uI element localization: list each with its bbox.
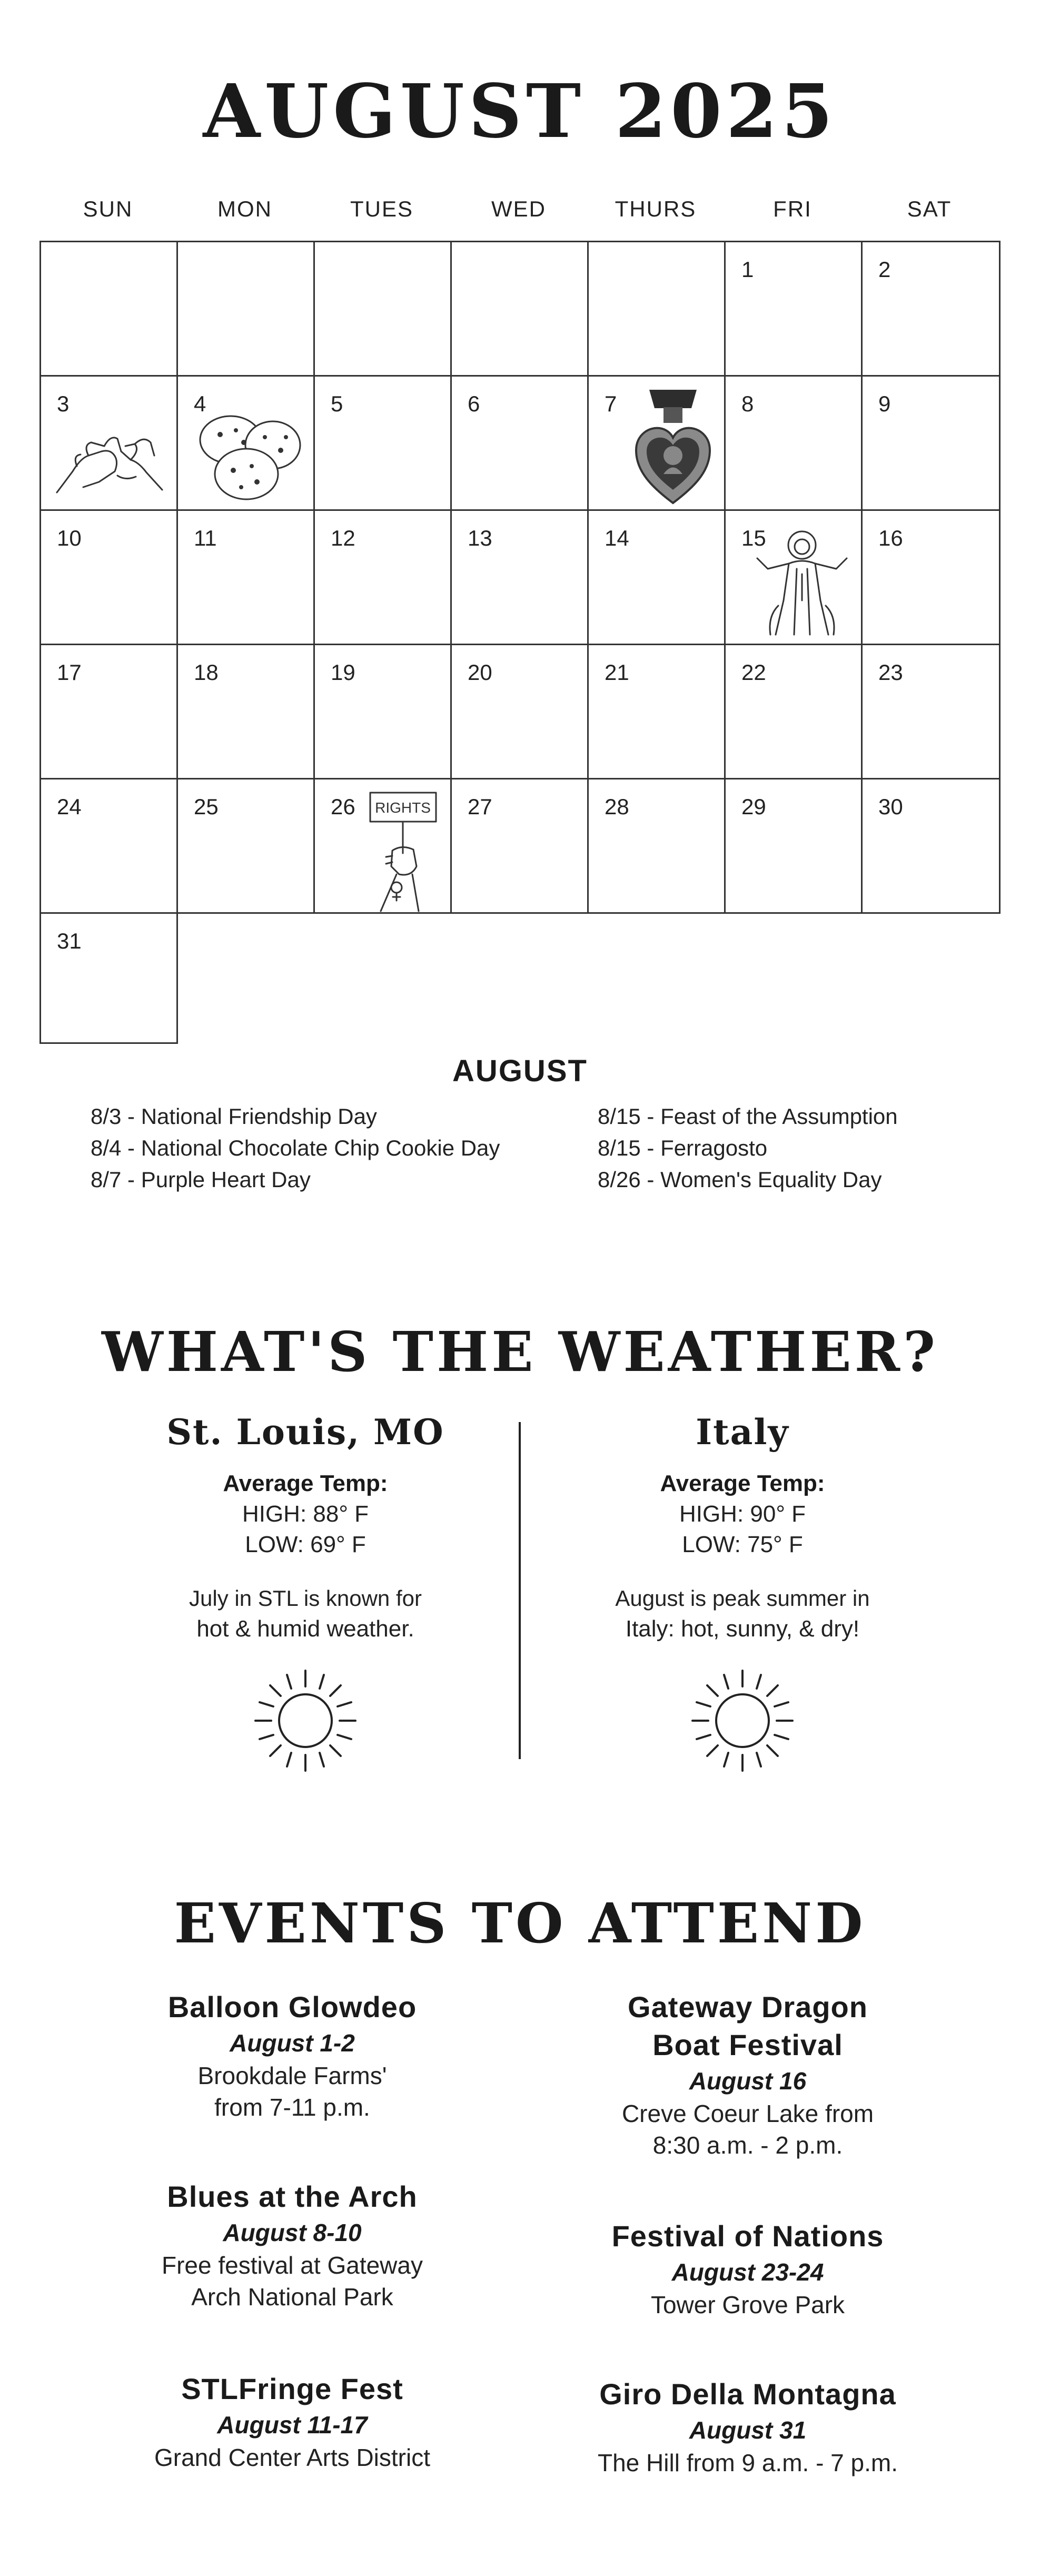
day-number: 11 xyxy=(194,526,217,550)
holiday-item: 8/15 - Ferragosto xyxy=(598,1136,768,1160)
weekday-sat: SAT xyxy=(907,196,952,221)
day-number: 27 xyxy=(468,794,492,819)
holidays-title: AUGUST xyxy=(452,1054,588,1088)
calendar-cell-day-5 xyxy=(313,375,452,511)
event-balloon-glowdeo xyxy=(55,1988,529,2123)
events-title: EVENTS TO ATTEND xyxy=(174,1891,866,1956)
event-date: August 31 xyxy=(689,2416,807,2444)
day-number: 9 xyxy=(878,391,891,416)
calendar-title: AUGUST 2025 xyxy=(203,68,837,155)
event-name: Gateway Dragon xyxy=(628,1990,868,2024)
sun-icon xyxy=(687,1665,798,1776)
rights-sign-icon xyxy=(360,787,444,914)
calendar-cell-day-9 xyxy=(861,375,1001,511)
calendar-cell-day-14 xyxy=(587,509,726,645)
weather-label: Average Temp: xyxy=(223,1470,388,1496)
calendar-cell-day-8 xyxy=(724,375,863,511)
day-number: 13 xyxy=(468,526,492,550)
calendar-cell-day-4 xyxy=(176,375,315,511)
event-desc: Brookdale Farms' xyxy=(197,2062,387,2089)
calendar-cell-day-20 xyxy=(450,644,589,779)
purple-heart-medal-icon xyxy=(631,387,715,508)
weather-desc-line2: hot & humid weather. xyxy=(196,1616,414,1642)
calendar-cell-day-25 xyxy=(176,778,315,914)
day-number: 1 xyxy=(741,257,754,282)
event-desc: Grand Center Arts District xyxy=(154,2444,431,2471)
weekday-wed: WED xyxy=(491,196,546,221)
calendar-cell-day-11 xyxy=(176,509,315,645)
day-number: 19 xyxy=(331,660,355,685)
sun-icon xyxy=(250,1665,361,1776)
day-number: 3 xyxy=(57,391,70,416)
weather-label: Average Temp: xyxy=(660,1470,825,1496)
event-desc: Free festival at Gateway xyxy=(162,2252,423,2279)
calendar-cell-day-12 xyxy=(313,509,452,645)
day-number: 6 xyxy=(468,391,480,416)
day-number: 20 xyxy=(468,660,492,685)
weather-high: HIGH: 88° F xyxy=(242,1501,369,1527)
weekday-fri: FRI xyxy=(773,196,812,221)
weather-italy xyxy=(532,1412,953,1776)
day-number: 4 xyxy=(194,391,206,416)
event-date: August 1-2 xyxy=(230,2029,355,2057)
event-desc: Arch National Park xyxy=(191,2283,393,2311)
weather-city: St. Louis, MO xyxy=(166,1412,444,1453)
calendar-cell-empty xyxy=(176,241,315,377)
day-number: 25 xyxy=(194,794,219,819)
calendar-cell-day-6 xyxy=(450,375,589,511)
holidays-list-right xyxy=(598,1101,898,1196)
weather-desc-line1: July in STL is known for xyxy=(189,1586,422,1611)
calendar-cell-day-21 xyxy=(587,644,726,779)
weather-city: Italy xyxy=(696,1412,789,1453)
event-desc: Creve Coeur Lake from xyxy=(621,2100,874,2127)
calendar-cell-day-29 xyxy=(724,778,863,914)
calendar-cell-day-26 xyxy=(313,778,452,914)
weather-stl xyxy=(95,1412,516,1776)
event-blues-at-the-arch xyxy=(55,2178,529,2313)
calendar-cell-day-1 xyxy=(724,241,863,377)
day-number: 7 xyxy=(605,391,617,416)
event-name: Blues at the Arch xyxy=(167,2180,418,2213)
weather-desc-line1: August is peak summer in xyxy=(615,1586,870,1611)
event-desc: The Hill from 9 a.m. - 7 p.m. xyxy=(597,2449,898,2476)
calendar-cell-day-3 xyxy=(39,375,178,511)
day-number: 5 xyxy=(331,391,343,416)
calendar-cell-day-23 xyxy=(861,644,1001,779)
weather-title: WHAT'S THE WEATHER? xyxy=(101,1319,939,1384)
holiday-item: 8/4 - National Chocolate Chip Cookie Day xyxy=(91,1136,500,1160)
calendar-cell-day-16 xyxy=(861,509,1001,645)
weather-high: HIGH: 90° F xyxy=(679,1501,806,1527)
event-name: Festival of Nations xyxy=(611,2219,884,2253)
rights-sign-text: RIGHTS xyxy=(375,800,431,816)
holiday-item: 8/7 - Purple Heart Day xyxy=(91,1167,311,1192)
event-date: August 8-10 xyxy=(223,2219,362,2246)
day-number: 2 xyxy=(878,257,891,282)
day-number: 12 xyxy=(331,526,355,550)
weekday-thu: THURS xyxy=(615,196,697,221)
event-desc: Tower Grove Park xyxy=(650,2291,845,2318)
day-number: 14 xyxy=(605,526,629,550)
calendar-cell-day-15 xyxy=(724,509,863,645)
calendar-cell-day-27 xyxy=(450,778,589,914)
day-number: 30 xyxy=(878,794,903,819)
calendar-cell-empty xyxy=(450,241,589,377)
event-name: Balloon Glowdeo xyxy=(167,1990,417,2024)
holiday-item: 8/3 - National Friendship Day xyxy=(91,1104,377,1129)
weather-low: LOW: 75° F xyxy=(682,1532,803,1557)
calendar-grid xyxy=(39,241,1001,1044)
event-date: August 23-24 xyxy=(671,2258,824,2286)
day-number: 26 xyxy=(331,794,355,819)
day-number: 8 xyxy=(741,391,754,416)
day-number: 17 xyxy=(57,660,82,685)
event-date: August 11-17 xyxy=(217,2411,368,2439)
event-name: Giro Della Montagna xyxy=(599,2377,896,2411)
calendar-cell-empty xyxy=(313,241,452,377)
holiday-item: 8/26 - Women's Equality Day xyxy=(598,1167,882,1192)
day-number: 28 xyxy=(605,794,629,819)
day-number: 18 xyxy=(194,660,219,685)
assumption-figure-icon xyxy=(747,527,857,640)
weekday-tue: TUES xyxy=(350,196,413,221)
day-number: 15 xyxy=(741,526,766,550)
event-giro-della-montagna xyxy=(511,2375,985,2479)
calendar-cell-day-24 xyxy=(39,778,178,914)
calendar-cell-empty xyxy=(587,241,726,377)
calendar-cell-day-28 xyxy=(587,778,726,914)
event-name: Boat Festival xyxy=(652,2028,843,2061)
event-gateway-dragon-boat xyxy=(511,1988,985,2161)
day-number: 24 xyxy=(57,794,82,819)
weekday-header xyxy=(39,196,1001,228)
day-number: 21 xyxy=(605,660,629,685)
calendar-cell-day-19 xyxy=(313,644,452,779)
event-name: STLFringe Fest xyxy=(181,2372,403,2405)
calendar-cell-day-13 xyxy=(450,509,589,645)
holidays-list-left xyxy=(91,1101,500,1196)
holiday-item: 8/15 - Feast of the Assumption xyxy=(598,1104,898,1129)
calendar-cell-day-30 xyxy=(861,778,1001,914)
weather-low: LOW: 69° F xyxy=(245,1532,366,1557)
calendar-cell-day-18 xyxy=(176,644,315,779)
event-festival-of-nations xyxy=(511,2217,985,2321)
calendar-cell-day-31 xyxy=(39,912,178,1044)
event-desc: from 7-11 p.m. xyxy=(214,2094,370,2121)
calendar-cell-day-22 xyxy=(724,644,863,779)
calendar-cell-day-2 xyxy=(861,241,1001,377)
calendar-cell-day-17 xyxy=(39,644,178,779)
day-number: 29 xyxy=(741,794,766,819)
calendar-cell-empty xyxy=(39,241,178,377)
event-date: August 16 xyxy=(689,2067,807,2095)
weather-divider xyxy=(519,1422,521,1759)
calendar-cell-day-7 xyxy=(587,375,726,511)
weather-desc-line2: Italy: hot, sunny, & dry! xyxy=(625,1616,860,1642)
calendar-cell-day-10 xyxy=(39,509,178,645)
day-number: 16 xyxy=(878,526,903,550)
weekday-sun: SUN xyxy=(83,196,133,221)
event-desc: 8:30 a.m. - 2 p.m. xyxy=(652,2131,843,2159)
pinky-promise-icon xyxy=(52,413,167,503)
cookies-icon xyxy=(194,408,304,503)
day-number: 10 xyxy=(57,526,82,550)
day-number: 23 xyxy=(878,660,903,685)
day-number: 31 xyxy=(57,929,82,953)
day-number: 22 xyxy=(741,660,766,685)
event-stlfringe-fest xyxy=(55,2370,529,2473)
weekday-mon: MON xyxy=(217,196,272,221)
